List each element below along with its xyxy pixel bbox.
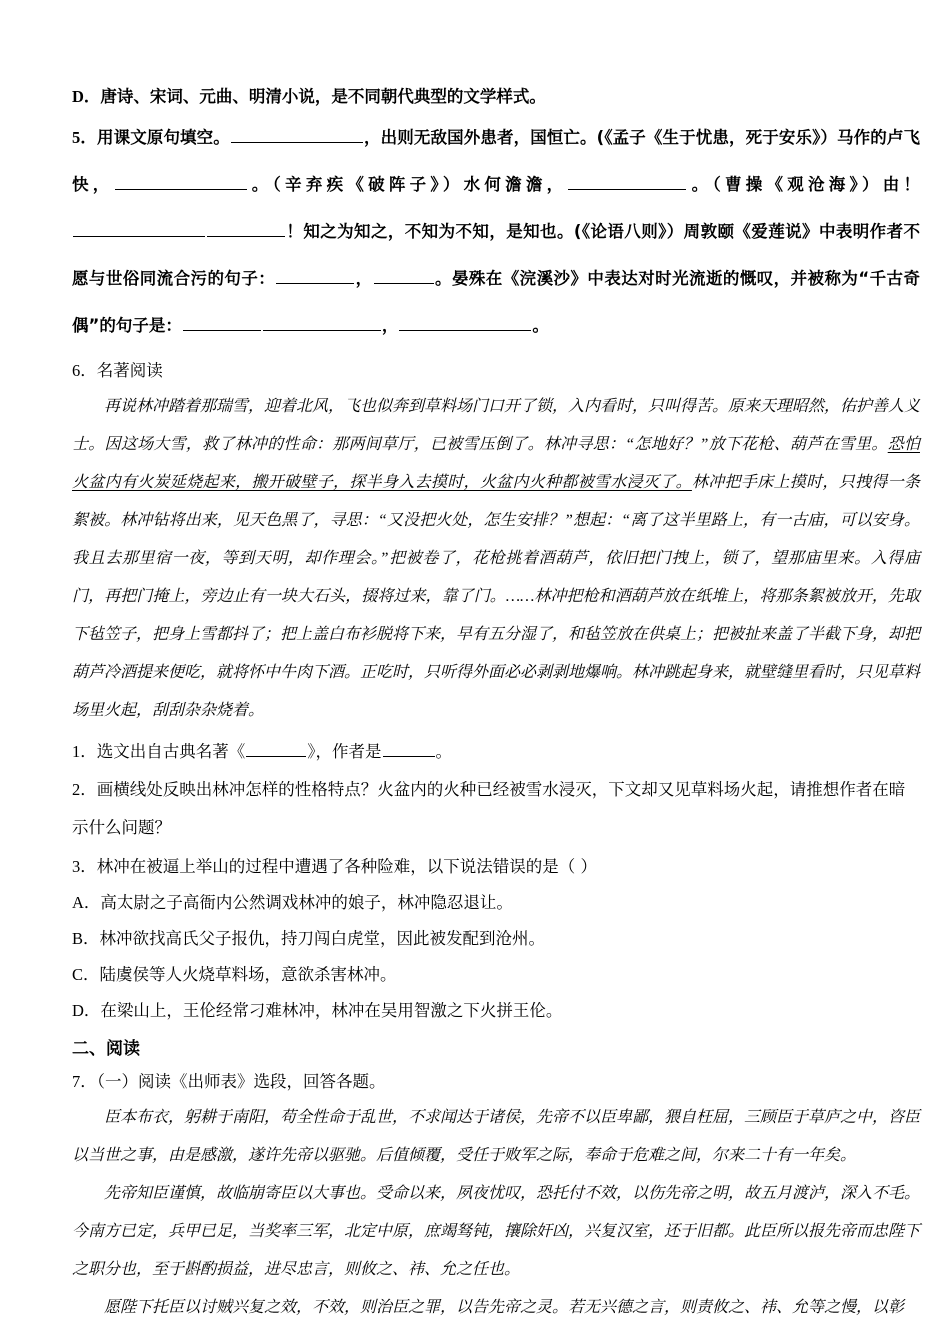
sub-question-1-number: 1． [72, 742, 97, 761]
sub-question-1-text-b: 》，作者是 [307, 742, 382, 761]
option-b-text: 林冲欲找高氏父子报仇，持刀闯白虎堂，因此被发配到沧州。 [99, 929, 546, 948]
option-c[interactable] [72, 957, 920, 992]
answer-blank[interactable] [383, 740, 435, 757]
sub-question-3-text: 林冲在被逼上举山的过程中遭遇了各种险难，以下说法错误的是（ ） [96, 857, 597, 876]
sub-question-1-text-a: 选文出自古典名著《 [96, 742, 246, 761]
option-c-text: 陆虞侯等人火烧草料场，意欲杀害林冲。 [99, 965, 397, 984]
option-b-marker: B． [72, 929, 100, 948]
option-c-marker: C． [72, 965, 100, 984]
question-5-text-4: 。（曹操《观沧海》）由！ [687, 175, 921, 194]
sub-question-3-number: 3． [72, 857, 97, 876]
question-7-text: （一）阅读《出师表》选段，回答各题。 [96, 1072, 386, 1091]
answer-blank[interactable] [183, 314, 261, 331]
passage-part-2: 林冲把手床上摸时，只拽得一条絮被。林冲钻将出来，见天色黑了，寻思：“又没把火处，怎生安排？”想起：“离了这半里路上，有一古庙，可以安身。我且去那里宿一夜，等到天明，却作理会。”把被卷了，花枪挑着酒葫芦，依旧把门拽上，锁了，望那庙里来。入得庙门，再把门掩上，旁边止有一块大石头，掇将过来，靠了门。……林冲把枪和酒葫芦放在纸堆上，将那条絮被放开，先取下毡笠子，把身上雪都抖了；把上盖白布衫脱将下来，早有五分湿了，和毡笠放在供桌上；把被扯来盖了半截下身，却把葫芦冷酒提来便吃，就将怀中牛肉下酒。正吃时，只听得外面必必剥剥地爆响。林冲跳起身来，就壁缝里看时，只见草料场里火起，刮刮杂杂烧着。 [72, 474, 921, 719]
question-5-text-2: ，出则无敌国外患者，国恒亡。(《孟子《生于忧患，死于安乐》）马作的卢飞快， [72, 128, 921, 194]
question-6-number: 6． [72, 361, 97, 380]
answer-blank[interactable] [399, 314, 531, 331]
question-5-number: 5． [72, 128, 97, 147]
chushibiao-paragraph-1: 臣本布衣，躬耕于南阳，苟全性命于乱世，不求闻达于诸侯，先帝不以臣卑鄙，猥自枉屈，三顾臣于草庐之中，咨臣以当世之事，由是感激，遂许先帝以驱驰。后值倾覆，受任于败军之际，奉命于危难之间，尔来二十有一年矣。 [72, 1109, 921, 1164]
question-7 [72, 1064, 920, 1099]
option-a-marker: A． [72, 893, 101, 912]
reading-passage [72, 388, 920, 730]
option-a-text: 高太尉之子高衙内公然调戏林冲的娘子，林冲隐忍退让。 [100, 893, 513, 912]
choice-marker: D． [72, 87, 101, 106]
sub-question-2 [72, 771, 920, 847]
choice-text: 唐诗、宋词、元曲、明清小说，是不同朝代典型的文学样式。 [100, 87, 546, 106]
question-5-text-3: 。（辛弃疾《破阵子》）水何澹澹， [247, 175, 568, 194]
answer-blank[interactable] [115, 173, 247, 190]
answer-blank[interactable] [568, 173, 686, 190]
answer-blank[interactable] [374, 267, 434, 284]
question-5-text-8: ， [381, 316, 399, 335]
question-6-label: 名著阅读 [96, 361, 163, 380]
answer-blank[interactable] [246, 740, 306, 757]
chushibiao-paragraph-2: 先帝知臣谨慎，故临崩寄臣以大事也。受命以来，夙夜忧叹，恐托付不效，以伤先帝之明，故五月渡泸，深入不毛。今南方已定，兵甲已足，当奖率三军，北定中原，庶竭驽钝，攘除奸凶，兴复汉室，还于旧都。此臣所以报先帝而忠陛下之职分也，至于斟酌损益，进尽忠言，则攸之、祎、允之任也。 [72, 1185, 921, 1278]
question-5-stem: 用课文原句填空。 [96, 128, 230, 147]
question-5-text-9: 。 [532, 316, 549, 335]
option-d-marker: D． [72, 1001, 101, 1020]
sub-question-1-text-c: 。 [435, 742, 452, 761]
chushibiao-paragraph-3: 愿陛下托臣以讨贼兴复之效，不效，则治臣之罪，以告先帝之灵。若无兴德之言，则责攸之、祎、允等之慢，以彰 [104, 1299, 905, 1316]
question-5-text-7: 。晏殊在《浣溪沙》中表达对时光流逝的慨叹，并被称为“千古奇偶”的句子是： [72, 269, 920, 335]
question-5-text-5: ！知之为知之，不知为不知，是知也。(《论语八则》）周敦颐《爱莲说》中表明作者不愿与世俗同流合污的句子： [72, 222, 920, 288]
passage-underlined-part: 恐怕火盆内有火炭延烧起来，搬开破壁子，探半身入去摸时，火盆内火种都被雪水浸灭了。 [72, 436, 920, 491]
answer-blank[interactable] [207, 220, 285, 237]
question-5 [72, 114, 920, 349]
question-6-title [72, 353, 920, 388]
answer-blank[interactable] [73, 220, 205, 237]
answer-blank[interactable] [263, 314, 381, 331]
sub-question-1 [72, 734, 920, 769]
option-d[interactable] [72, 993, 920, 1028]
question-5-text-6: ， [355, 269, 373, 288]
answer-blank[interactable] [231, 126, 363, 143]
option-d-text: 在梁山上，王伦经常刁难林冲，林冲在吴用智激之下火拼王伦。 [100, 1001, 563, 1020]
choice-d-continued [72, 79, 920, 114]
sub-question-2-text: 画横线处反映出林冲怎样的性格特点？火盆内的火种已经被雪水浸灭，下文却又见草料场火起，请推想作者在暗示什么问题？ [72, 780, 906, 837]
question-7-number: 7． [72, 1072, 97, 1091]
sub-question-3 [72, 849, 920, 884]
option-b[interactable] [72, 921, 920, 956]
option-a[interactable] [72, 885, 920, 920]
answer-blank[interactable] [276, 267, 354, 284]
section-2-heading: 二、阅读 [72, 1039, 140, 1059]
passage-part-1: 再说林冲踏着那瑞雪，迎着北风，飞也似奔到草料场门口开了锁，入内看时，只叫得苦。原来天理昭然，佑护善人义士。因这场大雪，救了林冲的性命：那两间草厅，已被雪压倒了。林冲寻思：“怎地好？”放下花枪、葫芦在雪里。 [72, 398, 921, 453]
sub-question-2-number: 2． [72, 780, 97, 799]
page-content [72, 79, 920, 1327]
